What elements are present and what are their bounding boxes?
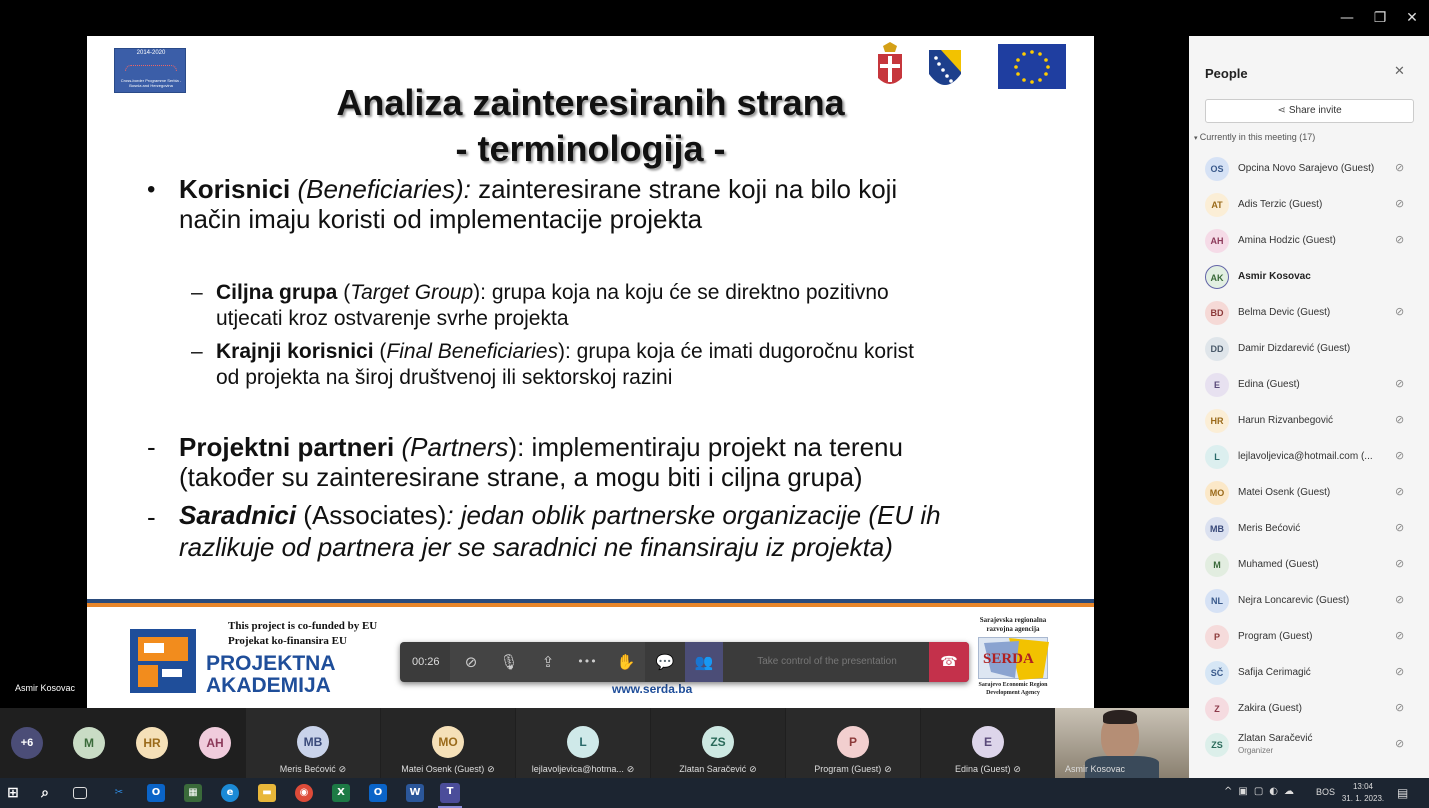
bullet-projektni-partneri-term: Projektni partneri (179, 432, 395, 462)
overflow-participants-badge[interactable]: +6 (11, 727, 43, 759)
mic-muted-icon[interactable]: ⊘ (1395, 413, 1405, 426)
mic-muted-icon[interactable]: ⊘ (1395, 665, 1405, 678)
mic-muted-icon: ⊘ (484, 765, 495, 775)
participant-row[interactable] (1189, 152, 1429, 188)
participant-tile-name (921, 764, 1055, 775)
sub-bullet-ciljna-grupa-en: Target Group (350, 281, 474, 304)
video-tile-name: Asmir Kosovac (1065, 764, 1126, 774)
participant-row[interactable] (1189, 620, 1429, 656)
people-panel (1189, 36, 1429, 778)
chevron-down-icon: ▾ (1194, 134, 1200, 142)
participant-name: Meris Bećović (1238, 523, 1301, 534)
mic-muted-icon[interactable]: ⊘ (1395, 197, 1405, 210)
system-tray-icons[interactable]: ^▣▢◐☁ (1224, 786, 1301, 797)
participant-name: lejlavoljevica@hotmail.com (... (1238, 451, 1373, 462)
footer-stripe-orange (87, 603, 1094, 607)
avatar: NL (1205, 589, 1229, 613)
bullet-korisnici-term: Korisnici (179, 174, 291, 204)
sub-bullet-ciljna-grupa-term: Ciljna grupa (216, 281, 338, 304)
sub-bullet-krajnji-korisnici (216, 340, 914, 364)
mic-muted-icon: ⊘ (335, 765, 347, 775)
restore-icon[interactable]: ❐ (1373, 10, 1387, 26)
mic-muted-icon[interactable]: ⊘ (1395, 305, 1405, 318)
in-meeting-section-label: Currently in this meeting (17) (1199, 132, 1316, 142)
snipping-tool-icon[interactable]: ✂ (114, 787, 124, 798)
outlook-icon-2[interactable]: O (369, 784, 387, 802)
participant-tile-name-text: lejlavoljevica@hotma... (531, 764, 624, 774)
avatar: E (1205, 373, 1229, 397)
share-invite-button[interactable] (1205, 99, 1414, 123)
sub-bullet-krajnji-korisnici-line2: od projekta na široj društvenoj ili sektorskoj razini (216, 366, 673, 389)
participant-row[interactable] (1189, 368, 1429, 404)
bullet-korisnici-line2: način imaju koristi od implementacije projekta (179, 204, 703, 234)
participant-row[interactable] (1189, 332, 1429, 368)
serda-top-text: Sarajevska regionalna razvojna agencija (979, 616, 1047, 633)
sub-bullet-krajnji-korisnici-term: Krajnji korisnici (216, 340, 374, 363)
sub-bullet-ciljna-grupa-text: ): grupa koja na koju će se direktno pozitivno (473, 281, 889, 304)
participant-tile[interactable] (381, 708, 515, 778)
avatar: P (1205, 625, 1229, 649)
mic-off-icon[interactable]: 🎙 (499, 653, 519, 671)
bullet-marker: • (147, 176, 156, 203)
mic-muted-icon: ⊘ (623, 765, 635, 775)
mic-muted-icon[interactable]: ⊘ (1395, 233, 1405, 246)
program-logo-text: Cross-border Programme Serbia - Bosnia and Herzegovina (120, 78, 182, 88)
outlook-icon[interactable]: O (147, 784, 165, 802)
clock[interactable] (1340, 781, 1386, 805)
mic-muted-icon[interactable]: ⊘ (1395, 449, 1405, 462)
sub-bullet-krajnji-korisnici-text: ): grupa koja će imati dugoročnu korist (557, 340, 914, 363)
program-logo-years: 2014-2020 (136, 50, 166, 56)
excel-icon[interactable]: X (332, 784, 350, 802)
participant-row[interactable] (1189, 296, 1429, 332)
hang-up-button[interactable] (929, 642, 969, 682)
bullet-korisnici-text: zainteresirane strane koji na bilo koji (470, 174, 898, 204)
avatar: AT (1205, 193, 1229, 217)
window-titlebar (0, 0, 1429, 36)
participant-tile-name-text: Zlatan Saračević (679, 764, 747, 774)
mic-muted-icon[interactable]: ⊘ (1395, 701, 1405, 714)
participant-video-strip (0, 708, 1189, 778)
close-window-icon[interactable]: ✕ (1406, 10, 1418, 26)
teams-icon[interactable]: T (440, 783, 460, 803)
avatar: ZS (702, 726, 734, 758)
language-indicator[interactable]: BOS (1316, 787, 1336, 797)
participant-name: Damir Dizdarević (Guest) (1238, 343, 1351, 354)
cofunded-en: This project is co-funded by EU (228, 620, 378, 632)
camera-off-icon[interactable]: ⊘ (464, 653, 478, 671)
slide-title-line1: Analiza zainteresiranih strana (336, 82, 845, 123)
mic-muted-icon: ⊘ (881, 765, 892, 775)
participant-name: Adis Terzic (Guest) (1238, 199, 1323, 210)
participant-tile-name (381, 764, 515, 775)
serda-url: www.serda.ba (612, 682, 693, 696)
presenter-name-label: Asmir Kosovac (15, 683, 76, 693)
projektna-akademija-logo (130, 629, 196, 693)
in-meeting-section-header[interactable] (1194, 132, 1315, 142)
minimize-icon[interactable]: — (1340, 10, 1354, 26)
participant-name: Harun Rizvanbegović (1238, 415, 1334, 426)
mini-avatar[interactable]: AH (199, 727, 231, 759)
mic-muted-icon[interactable]: ⊘ (1395, 737, 1405, 750)
cofunded-bs: Projekat ko-finansira EU (228, 635, 347, 647)
hang-up-icon: ☎ (940, 654, 958, 670)
video-tile-asmir[interactable] (1055, 708, 1189, 778)
avatar: HR (1205, 409, 1229, 433)
participant-row[interactable] (1189, 656, 1429, 692)
participant-tile-name (651, 764, 785, 775)
sub-bullet-marker: – (191, 340, 203, 363)
participant-name: Safija Čerimagić (1238, 667, 1311, 678)
avatar: SČ (1205, 661, 1229, 685)
participant-tile[interactable] (651, 708, 785, 778)
participant-row[interactable] (1189, 440, 1429, 476)
bullet-saradnici-en: (Associates) (296, 500, 447, 530)
mic-muted-icon[interactable]: ⊘ (1395, 521, 1405, 534)
bullet-korisnici (179, 174, 897, 205)
sub-bullet-ciljna-grupa (216, 281, 889, 305)
participant-row[interactable] (1189, 260, 1429, 296)
avatar: L (1205, 445, 1229, 469)
participant-name: Matei Osenk (Guest) (1238, 487, 1331, 498)
avatar: MO (432, 726, 464, 758)
take-control-button[interactable]: Take control of the presentation (757, 656, 897, 667)
participant-row[interactable] (1189, 512, 1429, 548)
akademija-label: AKADEMIJA (206, 674, 331, 697)
word-icon[interactable]: W (406, 784, 424, 802)
avatar: OS (1205, 157, 1229, 181)
participant-tile[interactable] (786, 708, 920, 778)
sub-bullet-krajnji-korisnici-paren: ( (373, 340, 387, 363)
shared-content-stage (0, 36, 1189, 708)
participant-name: Opcina Novo Sarajevo (Guest) (1238, 163, 1375, 174)
avatar: MO (1205, 481, 1229, 505)
store-icon[interactable]: ▦ (184, 784, 202, 802)
projektna-label: PROJEKTNA (206, 652, 336, 675)
participant-hair (1103, 710, 1137, 724)
share-icon: ⋖ (1277, 105, 1289, 116)
windows-taskbar (0, 778, 1429, 808)
mic-muted-icon[interactable]: ⊘ (1395, 557, 1405, 570)
participant-row[interactable] (1189, 224, 1429, 260)
avatar: M (1205, 553, 1229, 577)
people-panel-title: People (1205, 66, 1248, 81)
avatar: Z (1205, 697, 1229, 721)
start-icon[interactable]: ⊞ (7, 785, 19, 801)
chat-icon[interactable]: 💬 (655, 653, 675, 671)
participant-row[interactable] (1189, 404, 1429, 440)
mini-avatar[interactable]: M (73, 727, 105, 759)
participant-name: Nejra Loncarevic (Guest) (1238, 595, 1350, 606)
participant-row[interactable] (1189, 584, 1429, 620)
sub-bullet-krajnji-korisnici-en: Final Beneficiaries (386, 340, 558, 363)
dash-marker: - (147, 432, 156, 462)
avatar: E (972, 726, 1004, 758)
bullet-saradnici-line2: razlikuje od partnera jer se saradnici ne finansiraju iz projekta) (179, 532, 893, 562)
bullet-projektni-partneri (179, 432, 903, 463)
participant-row[interactable] (1189, 476, 1429, 512)
participant-tile-name (246, 764, 380, 775)
participant-name: Asmir Kosovac (1238, 271, 1311, 282)
participant-row[interactable] (1189, 692, 1429, 728)
notifications-icon[interactable]: ▤ (1397, 786, 1409, 800)
sub-bullet-ciljna-grupa-line2: utjecati kroz ostvarenje svrhe projekta (216, 307, 569, 330)
bullet-korisnici-en: (Beneficiaries): (290, 174, 471, 204)
avatar: L (567, 726, 599, 758)
participant-tile-name-text: Program (Guest) (814, 764, 882, 774)
participant-tile-name (786, 764, 920, 775)
participant-tile-name-text: Meris Bećović (279, 764, 336, 774)
avatar: ZS (1205, 733, 1229, 757)
projektna-akademija-text (206, 653, 336, 697)
clock-time: 13:04 (1352, 782, 1374, 791)
mic-muted-icon[interactable]: ⊘ (1395, 485, 1405, 498)
participant-name: Zakira (Guest) (1238, 703, 1302, 714)
bullet-saradnici (179, 500, 941, 531)
serda-bottom-text: Sarajevo Economic Region Development Agency (978, 682, 1048, 696)
avatar: MB (297, 726, 329, 758)
close-people-panel-icon[interactable]: ✕ (1394, 64, 1405, 79)
edge-icon[interactable]: e (221, 784, 239, 802)
raise-hand-icon[interactable]: ✋ (616, 653, 636, 671)
serda-logo-text: SERDA (983, 651, 1034, 667)
file-explorer-icon[interactable]: ▬ (258, 784, 276, 802)
mic-muted-icon[interactable]: ⊘ (1395, 161, 1405, 174)
participant-name: Program (Guest) (1238, 631, 1313, 642)
mic-muted-icon[interactable]: ⊘ (1395, 629, 1405, 642)
bullet-projektni-partneri-en: (Partners (394, 432, 509, 462)
bullet-projektni-partneri-text: ): implementiraju projekt na terenu (508, 432, 903, 462)
program-logo-arches (125, 65, 177, 71)
avatar: AH (1205, 229, 1229, 253)
search-icon[interactable]: ⌕ (41, 785, 49, 801)
participant-name: Amina Hodzic (Guest) (1238, 235, 1336, 246)
participant-row[interactable] (1189, 548, 1429, 584)
avatar: DD (1205, 337, 1229, 361)
meeting-control-bar (400, 642, 969, 682)
share-invite-label: Share invite (1288, 105, 1342, 116)
chrome-icon[interactable]: ◉ (295, 784, 313, 802)
avatar: MB (1205, 517, 1229, 541)
presentation-slide (87, 36, 1094, 708)
cofunded-text (228, 619, 377, 649)
participant-tile-name (516, 764, 650, 775)
participant-row[interactable] (1189, 728, 1429, 764)
participant-tile[interactable] (516, 708, 650, 778)
bullet-saradnici-text: : jedan oblik partnerske organizacije (EU ih (446, 500, 941, 530)
share-screen-icon[interactable]: ⇪ (541, 653, 555, 671)
sub-bullet-marker: – (191, 281, 203, 304)
participant-name: Edina (Guest) (1238, 379, 1300, 390)
avatar: P (837, 726, 869, 758)
people-icon[interactable]: 👥 (685, 642, 723, 682)
bullet-projektni-partneri-line2: (također su zainteresirane strane, a mogu biti i ciljna grupa) (179, 462, 863, 492)
avatar: AK (1205, 265, 1229, 289)
serda-logo (972, 616, 1054, 706)
mic-muted-icon[interactable]: ⊘ (1395, 593, 1405, 606)
task-view-icon[interactable] (73, 787, 87, 799)
mini-avatar[interactable]: HR (136, 727, 168, 759)
participant-name: Muhamed (Guest) (1238, 559, 1319, 570)
clock-date: 31. 1. 2023. (1341, 794, 1385, 803)
slide-title-line2: - terminologija - (455, 128, 726, 169)
mic-muted-icon[interactable]: ⊘ (1395, 377, 1405, 390)
more-actions-icon[interactable]: ••• (577, 655, 597, 668)
bullet-saradnici-term: Saradnici (179, 500, 297, 530)
participant-row[interactable] (1189, 188, 1429, 224)
dash-marker: - (147, 502, 156, 532)
mic-muted-icon: ⊘ (746, 765, 757, 775)
participant-tile[interactable] (246, 708, 380, 778)
meeting-timer: 00:26 (412, 656, 440, 668)
participant-tile-name-text: Edina (Guest) (955, 764, 1011, 774)
participant-tile-name-text: Matei Osenk (Guest) (401, 764, 485, 774)
serda-map-icon (978, 637, 1048, 679)
avatar: BD (1205, 301, 1229, 325)
participant-tile[interactable] (921, 708, 1055, 778)
participant-name: Zlatan Saračević (1238, 733, 1313, 744)
mic-muted-icon: ⊘ (1010, 765, 1021, 775)
participant-role: Organizer (1238, 746, 1274, 755)
participant-name: Belma Devic (Guest) (1238, 307, 1331, 318)
sub-bullet-ciljna-grupa-paren: ( (337, 281, 351, 304)
